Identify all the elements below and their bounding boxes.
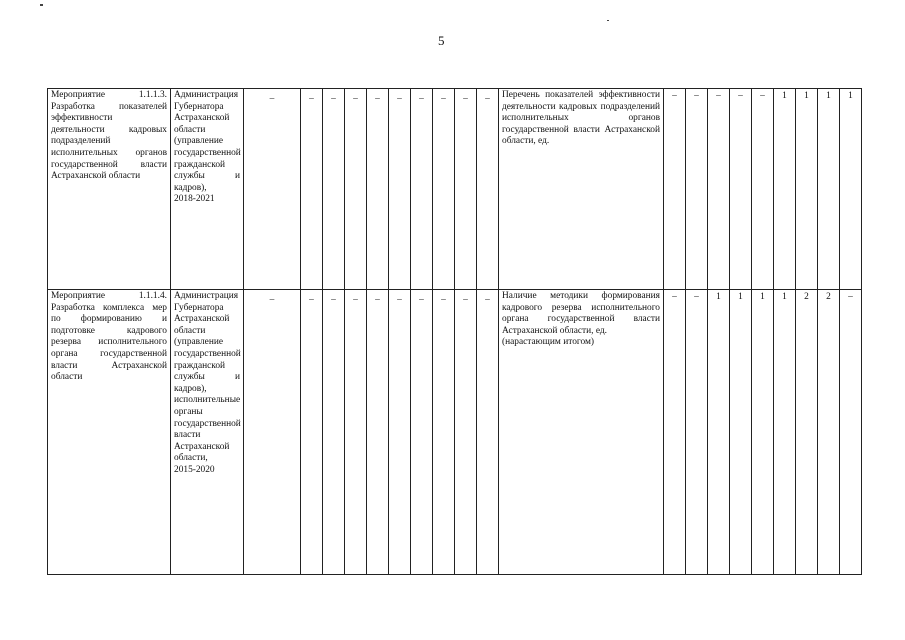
executor-cell [171, 89, 244, 290]
funding-cell [455, 89, 477, 290]
value-cell [752, 290, 774, 575]
indicator-value: 1 [826, 91, 831, 101]
indicator-value: – [694, 292, 699, 302]
scan-speck [607, 20, 609, 21]
value-cell [774, 89, 796, 290]
funding-value: – [485, 94, 490, 104]
funding-value: – [331, 295, 336, 305]
funding-cell [244, 89, 301, 290]
funding-value: – [397, 94, 402, 104]
indicator-value: 1 [782, 292, 787, 302]
funding-value: – [463, 295, 468, 305]
funding-value: – [441, 94, 446, 104]
years-text: 2015-2020 [174, 464, 215, 475]
funding-cell [411, 89, 433, 290]
executor-cell [171, 290, 244, 575]
funding-cell [323, 290, 345, 575]
funding-value: – [463, 94, 468, 104]
value-cell [796, 290, 818, 575]
funding-value: – [309, 94, 314, 104]
indicator-value: – [694, 91, 699, 101]
value-cell [664, 89, 686, 290]
indicator-value: – [672, 91, 677, 101]
value-cell [752, 89, 774, 290]
value-cell [686, 290, 708, 575]
funding-value: – [353, 94, 358, 104]
indicator-value: 1 [782, 91, 787, 101]
indicator-value: – [760, 91, 765, 101]
funding-value: – [269, 94, 275, 104]
funding-value: – [375, 295, 380, 305]
value-cell [686, 89, 708, 290]
value-cell [818, 290, 840, 575]
value-cell [818, 89, 840, 290]
value-cell [708, 290, 730, 575]
funding-value: – [441, 295, 446, 305]
funding-cell [301, 89, 323, 290]
executor-text: Администрация Губернатора Астраханской области (управление государственной гражданской службы и кадров), исполнительные органы государственной власти Астраханской области, [174, 291, 241, 464]
funding-value: – [331, 94, 336, 104]
funding-value: – [375, 94, 380, 104]
funding-cell [433, 290, 455, 575]
indicator-value: 2 [826, 292, 831, 302]
scan-speck [40, 4, 43, 6]
funding-cell [411, 290, 433, 575]
funding-cell [244, 290, 301, 575]
indicator-value: 1 [760, 292, 765, 302]
program-table [47, 88, 862, 575]
value-cell [730, 290, 752, 575]
funding-cell [455, 290, 477, 575]
indicator-value: – [738, 91, 743, 101]
funding-cell [301, 290, 323, 575]
value-cell [840, 89, 862, 290]
value-cell [774, 290, 796, 575]
funding-cell [323, 89, 345, 290]
funding-cell [477, 89, 499, 290]
indicator-value: 1 [738, 292, 743, 302]
funding-cell [433, 89, 455, 290]
indicator-value: – [672, 292, 677, 302]
funding-cell [367, 290, 389, 575]
value-cell [664, 290, 686, 575]
value-cell [796, 89, 818, 290]
years-text: 2018-2021 [174, 194, 215, 205]
table-row [48, 89, 862, 290]
indicator-value: 1 [848, 91, 853, 101]
funding-value: – [419, 295, 424, 305]
measure-cell: Мероприятие 1.1.1.4. Разработка комплекса мер по формированию и подготовке кадрового резерва исполнительного органа государственной власти Астраханской области [48, 290, 171, 575]
funding-cell [477, 290, 499, 575]
indicator-value: 1 [716, 292, 721, 302]
value-cell [840, 290, 862, 575]
value-cell [730, 89, 752, 290]
measure-cell: Мероприятие 1.1.1.3. Разработка показателей эффективности деятельности кадровых подразделений исполнительных органов государственной власти Астраханской области [48, 89, 171, 290]
indicator-cell: Наличие методики формирования кадрового резерва исполнительного органа государственной власти Астраханской области, ед. (нарастающим итогом) [499, 290, 664, 575]
funding-cell [345, 290, 367, 575]
value-cell [708, 89, 730, 290]
indicator-value: 2 [804, 292, 809, 302]
indicator-value: – [848, 292, 853, 302]
table-row [48, 290, 862, 575]
funding-value: – [397, 295, 402, 305]
indicator-cell: Перечень показателей эффективности деятельности кадровых подразделений исполнительных органов государственной власти Астраханской области, ед. [499, 89, 664, 290]
funding-value: – [309, 295, 314, 305]
funding-cell [367, 89, 389, 290]
funding-value: – [353, 295, 358, 305]
funding-cell [345, 89, 367, 290]
page-number: 5 [438, 33, 445, 48]
funding-cell [389, 89, 411, 290]
funding-value: – [419, 94, 424, 104]
funding-value: – [485, 295, 490, 305]
executor-text: Администрация Губернатора Астраханской области (управление государственной гражданской службы и кадров), [174, 90, 241, 193]
indicator-value: – [716, 91, 721, 101]
funding-cell [389, 290, 411, 575]
funding-value: – [269, 295, 275, 305]
indicator-value: 1 [804, 91, 809, 101]
